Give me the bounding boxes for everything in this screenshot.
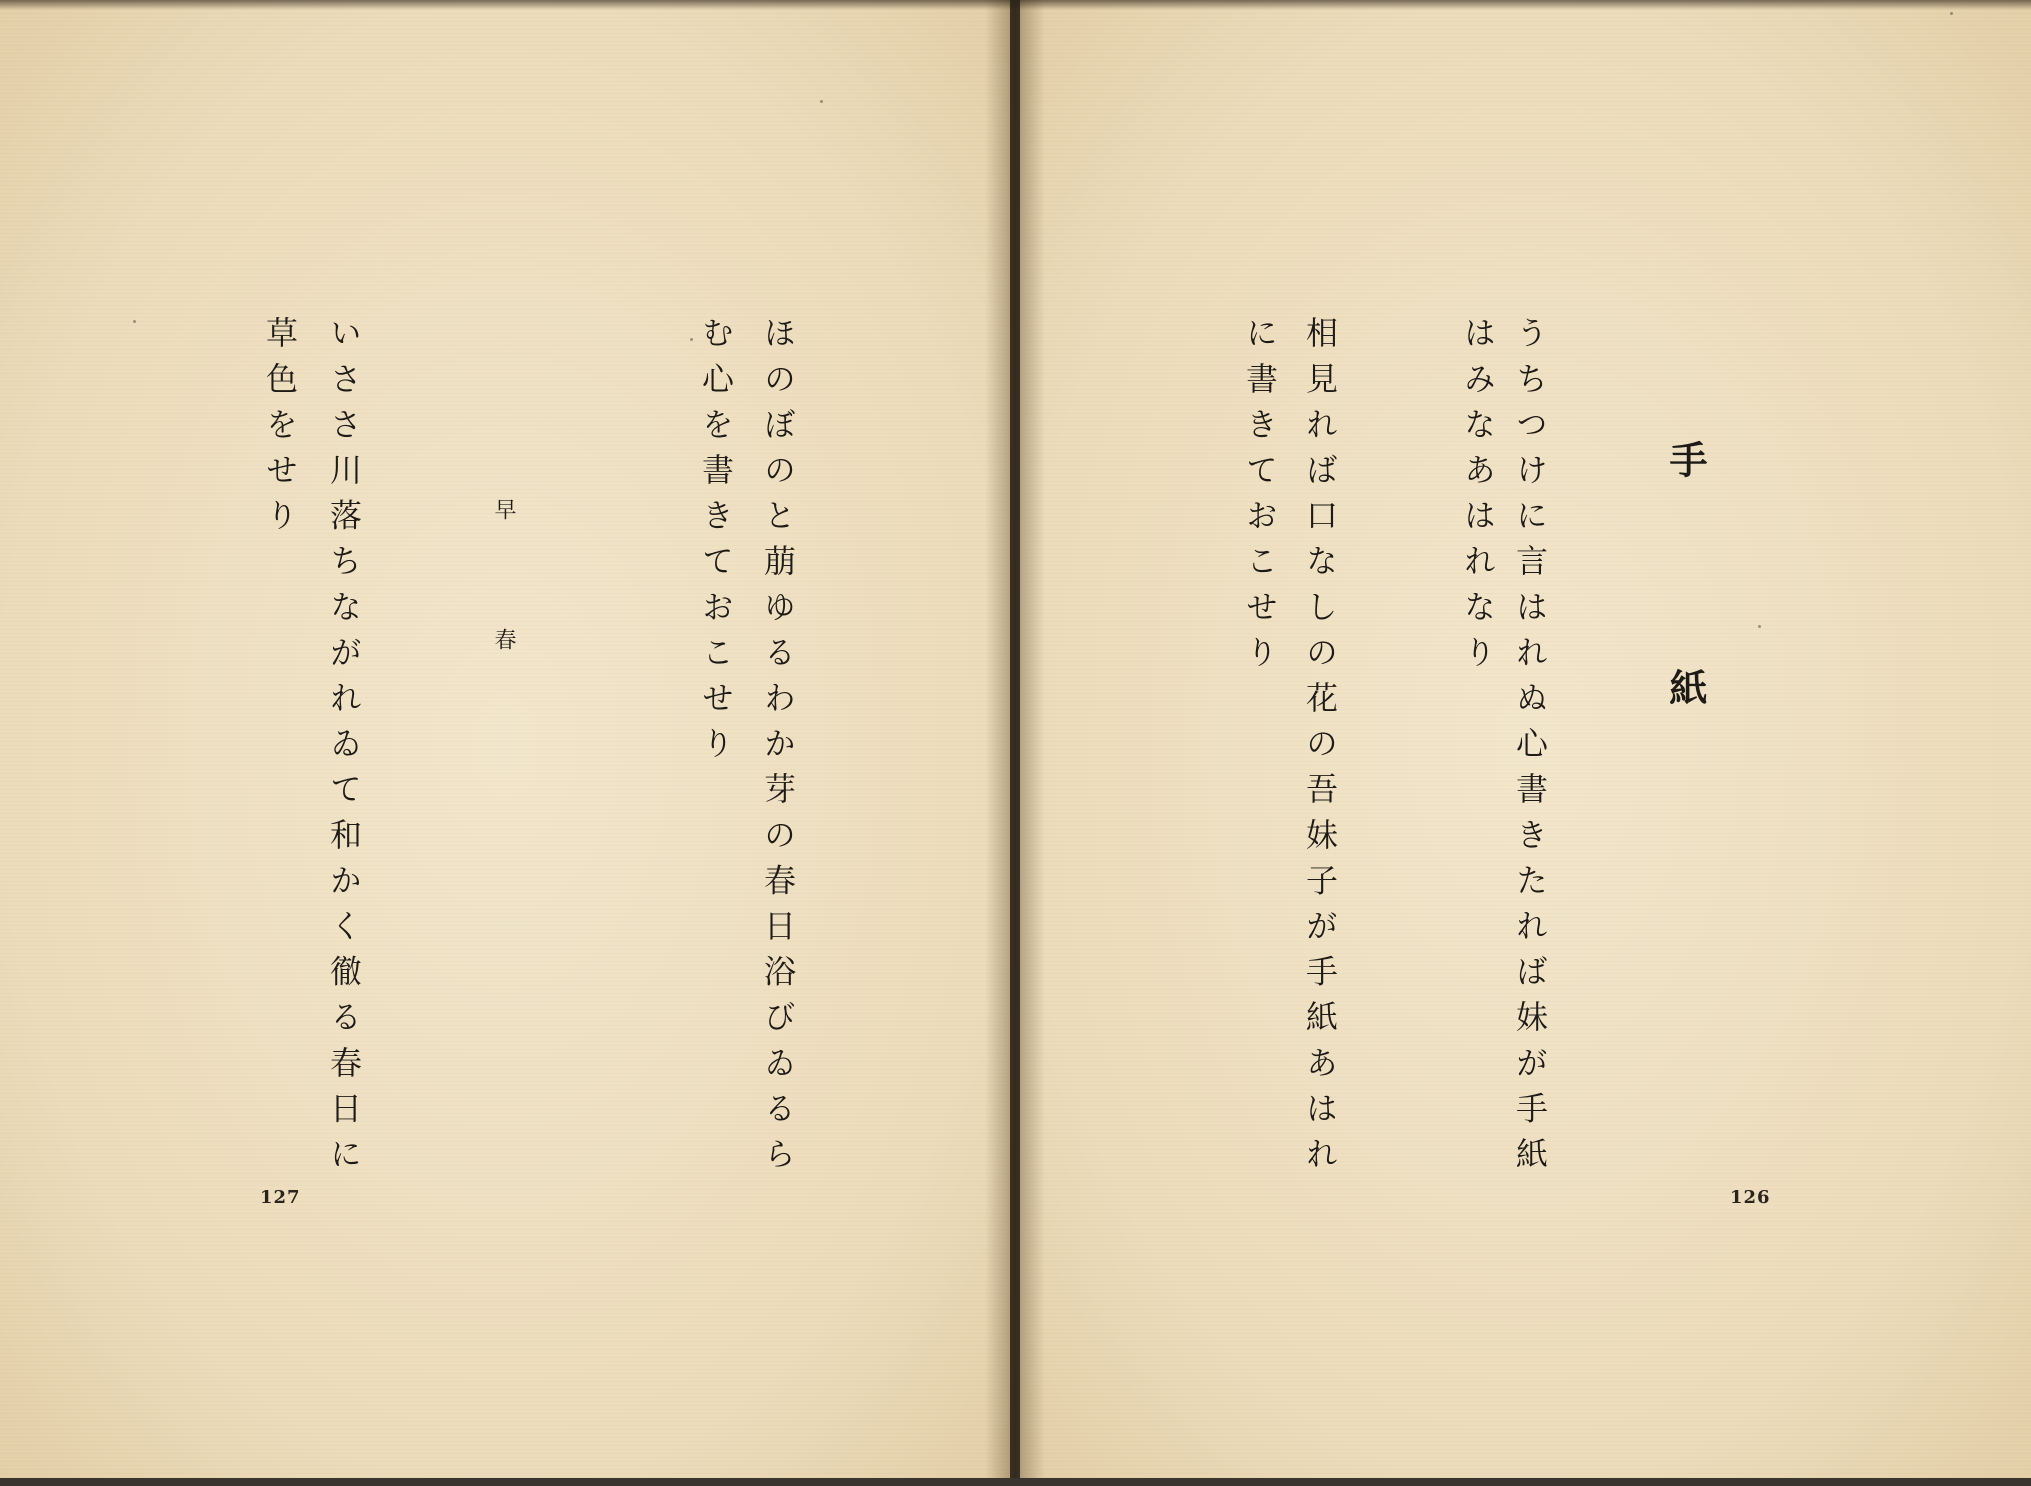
- top-edge-shadow: [0, 0, 2031, 10]
- paper-speck: [820, 100, 823, 103]
- page-number: 126: [1730, 1187, 1771, 1208]
- poem-line: いささ川落ちながれゐて和かく徹る春日に: [325, 316, 363, 1183]
- paper-speck: [690, 338, 693, 341]
- book-gutter: [985, 0, 1045, 1486]
- poem-line: 相見れば口なしの花の吾妹子が手紙あはれ: [1301, 316, 1339, 1183]
- poem-line: む心を書きておこせり: [697, 316, 735, 772]
- poem-line: うちつけに言はれぬ心書きたれば妹が手紙: [1511, 316, 1549, 1183]
- poem-line: 草色をせり: [261, 316, 299, 544]
- poem-line: に書きておこせり: [1241, 316, 1279, 681]
- bottom-edge: [0, 1478, 2031, 1486]
- paper-speck: [1950, 12, 1953, 15]
- poem-line: はみなあはれなり: [1459, 316, 1497, 681]
- poem-subtitle: 早春: [491, 498, 516, 758]
- paper-speck: [133, 320, 136, 323]
- poem-line: ほのぼのと萠ゆるわか芽の春日浴びゐるら: [759, 316, 797, 1183]
- poem-title: 手紙: [1663, 440, 1708, 896]
- page-number: 127: [260, 1187, 301, 1208]
- paper-speck: [1758, 625, 1761, 628]
